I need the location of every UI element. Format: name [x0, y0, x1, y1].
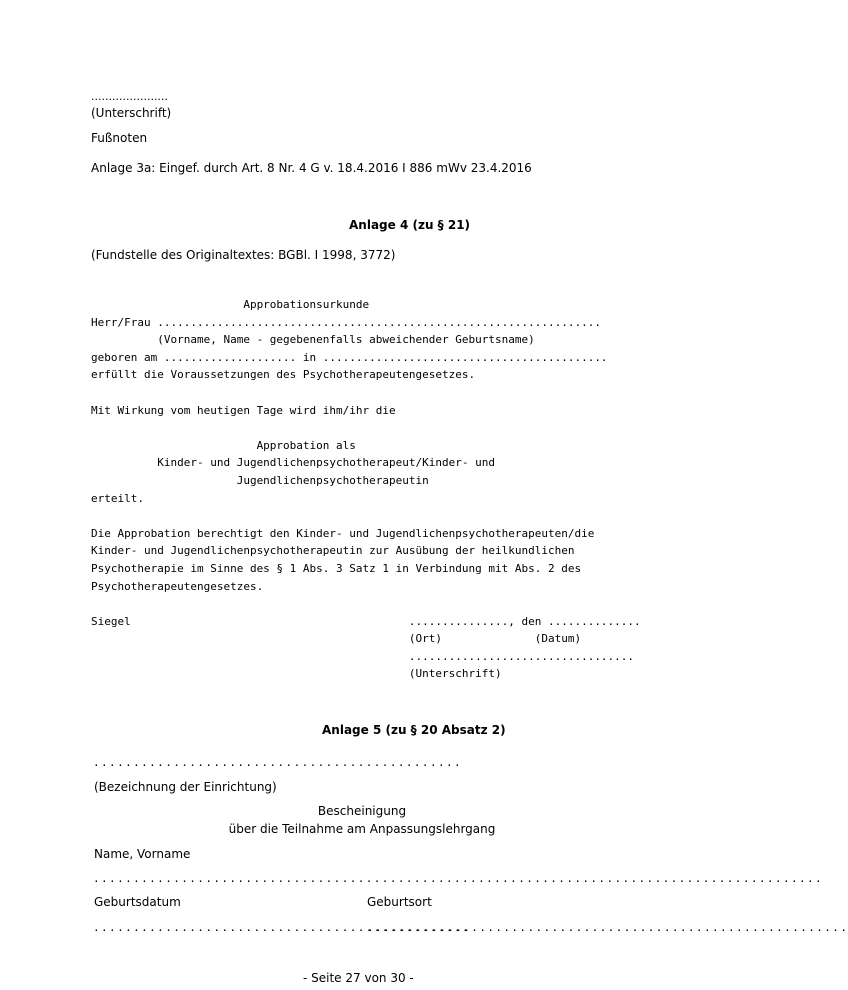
- certificate-line: (Ort) (Datum): [91, 632, 582, 646]
- certificate-line: (Vorname, Name - gegebenenfalls abweichender Geburtsname): [91, 333, 535, 347]
- anlage4-source: (Fundstelle des Originaltextes: BGBl. I 1998, 3772): [91, 248, 396, 262]
- certificate-line: [91, 507, 641, 525]
- birthplace-label: Geburtsort: [367, 895, 432, 909]
- certificate-line: (Unterschrift): [91, 667, 502, 681]
- certificate-line: Kinder- und Jugendlichenpsychotherapeut/Kinder- und: [91, 456, 495, 470]
- birthdate-dots: ...............................................: [93, 921, 471, 934]
- anlage5-heading: Anlage 5 (zu § 20 Absatz 2): [322, 723, 506, 737]
- footnotes-heading: Fußnoten: [91, 131, 148, 145]
- signature-dots: ......................: [91, 90, 168, 103]
- birthplace-dots: ............................................................: [367, 921, 848, 934]
- name-dots: ...........................................................................................: [93, 872, 824, 885]
- certificate-line: Jugendlichenpsychotherapeutin: [91, 473, 429, 487]
- certificate-line: Die Approbation berechtigt den Kinder- und Jugendlichenpsychotherapeuten/die: [91, 526, 595, 540]
- institution-label: (Bezeichnung der Einrichtung): [94, 780, 277, 794]
- certificate-subtitle: über die Teilnahme am Anpassungslehrgang: [228, 822, 496, 836]
- certificate-line: erfüllt die Voraussetzungen des Psychotherapeutengesetzes.: [91, 368, 476, 382]
- institution-dots: ..............................................: [93, 756, 463, 769]
- certificate-line: Psychotherapeutengesetzes.: [91, 579, 264, 593]
- certificate-line: Kinder- und Jugendlichenpsychotherapeutin zur Ausübung der heilkundlichen: [91, 544, 575, 558]
- name-label: Name, Vorname: [94, 847, 191, 861]
- certificate-title: Bescheinigung: [317, 804, 407, 818]
- certificate-line: [91, 595, 641, 613]
- certificate-line: Herr/Frau ...................................................................: [91, 315, 601, 329]
- certificate-line: geboren am .................... in ...........................................: [91, 350, 608, 364]
- signature-label: (Unterschrift): [91, 106, 172, 120]
- certificate-line: [91, 384, 641, 402]
- certificate-line: Mit Wirkung vom heutigen Tage wird ihm/ihr die: [91, 403, 396, 417]
- birthdate-label: Geburtsdatum: [94, 895, 181, 909]
- certificate-line: Siegel ..............., den ..............: [91, 614, 641, 628]
- footnote-text: Anlage 3a: Eingef. durch Art. 8 Nr. 4 G v. 18.4.2016 I 886 mWv 23.4.2016: [91, 161, 532, 175]
- anlage4-heading: Anlage 4 (zu § 21): [349, 218, 471, 232]
- certificate-line: erteilt.: [91, 491, 144, 505]
- certificate-line: Psychotherapie im Sinne des § 1 Abs. 3 Satz 1 in Verbindung mit Abs. 2 des: [91, 561, 582, 575]
- page-number: - Seite 27 von 30 -: [303, 971, 414, 985]
- approbationsurkunde-block: [91, 296, 641, 683]
- certificate-line: Approbationsurkunde: [91, 298, 370, 311]
- certificate-line: ..................................: [91, 649, 635, 663]
- certificate-line: Approbation als: [91, 438, 356, 452]
- certificate-line: [91, 419, 641, 437]
